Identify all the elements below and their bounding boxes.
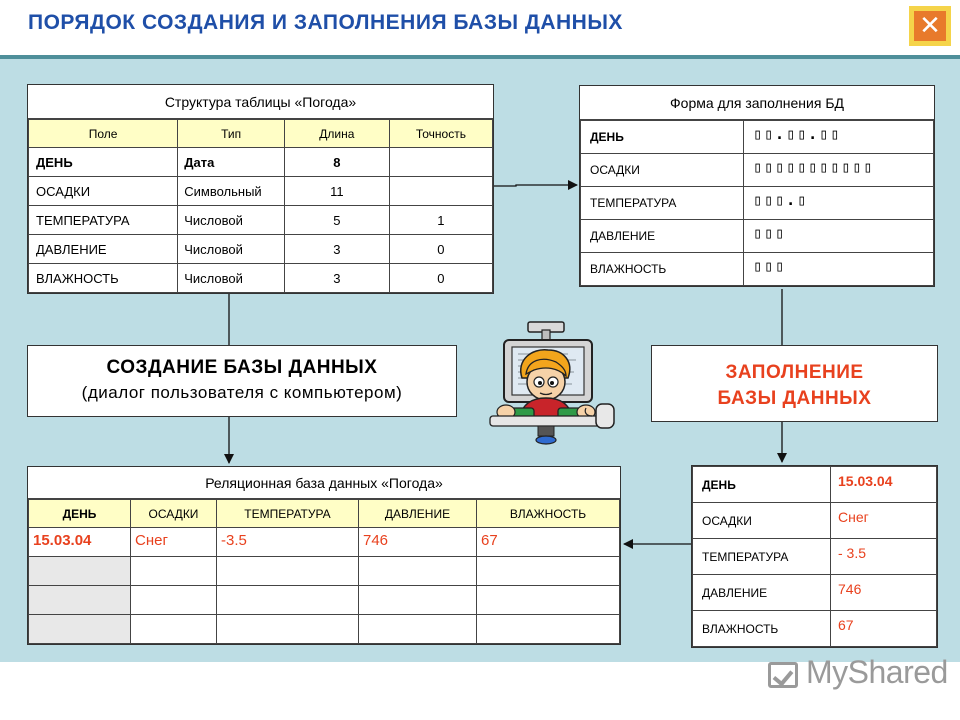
relational-db-table: [28, 499, 620, 644]
table-row: [29, 177, 493, 206]
form-row: [581, 220, 934, 253]
field-name: ОСАДКИ: [29, 177, 178, 206]
record-value: 15.03.04: [831, 467, 937, 503]
record-label: ОСАДКИ: [693, 503, 831, 539]
record-row: [693, 611, 937, 647]
record-row: [693, 503, 937, 539]
form-field-mask: ▯▯.▯▯.▯▯: [744, 121, 934, 154]
structure-table-title: Структура таблицы «Погода»: [28, 85, 493, 119]
column-header: ТЕМПЕРАТУРА: [217, 500, 359, 528]
field-type: Дата: [178, 148, 285, 177]
form-row: [581, 121, 934, 154]
field-length: 8: [284, 148, 389, 177]
table-row: [29, 528, 620, 557]
relational-db-panel: [27, 466, 621, 645]
record-row: [693, 539, 937, 575]
field-length: 3: [284, 235, 389, 264]
field-type: Числовой: [178, 206, 285, 235]
structure-table: [28, 119, 493, 293]
record-label: ДАВЛЕНИЕ: [693, 575, 831, 611]
relational-db-title: Реляционная база данных «Погода»: [28, 467, 620, 499]
fill-database-box: [651, 345, 938, 422]
create-database-subtitle: (диалог пользователя с компьютером): [81, 383, 403, 402]
field-type: Числовой: [178, 235, 285, 264]
empty-table-row: [29, 615, 620, 644]
field-name: ТЕМПЕРАТУРА: [29, 206, 178, 235]
filled-record-table: [692, 466, 937, 647]
create-database-box: [27, 345, 457, 417]
user-at-computer-clipart: [476, 320, 622, 450]
watermark-text: MyShared: [806, 654, 948, 690]
table-cell: Снег: [131, 528, 217, 557]
myshared-logo-icon: [768, 662, 798, 688]
column-header: Поле: [29, 120, 178, 148]
empty-table-row: [29, 557, 620, 586]
entry-form-panel: [579, 85, 935, 287]
empty-table-row: [29, 586, 620, 615]
table-cell: 67: [477, 528, 620, 557]
form-row: [581, 154, 934, 187]
entry-form-table: [580, 120, 934, 286]
field-length: 11: [284, 177, 389, 206]
field-name: ДЕНЬ: [29, 148, 178, 177]
record-row: [693, 467, 937, 503]
column-header: ДАВЛЕНИЕ: [359, 500, 477, 528]
field-precision: [389, 148, 492, 177]
close-icon: ✕: [914, 11, 946, 41]
record-value: Снег: [831, 503, 937, 539]
form-field-mask: ▯▯▯: [744, 253, 934, 286]
form-field-mask: ▯▯▯▯▯▯▯▯▯▯▯: [744, 154, 934, 187]
form-field-label: ВЛАЖНОСТЬ: [581, 253, 744, 286]
fill-database-heading-2: БАЗЫ ДАННЫХ: [717, 388, 872, 409]
field-precision: 0: [389, 264, 492, 293]
field-length: 3: [284, 264, 389, 293]
form-field-label: ДЕНЬ: [581, 121, 744, 154]
record-row: [693, 575, 937, 611]
myshared-watermark: [768, 652, 948, 700]
record-value: 746: [831, 575, 937, 611]
column-header: Тип: [178, 120, 285, 148]
form-field-label: ДАВЛЕНИЕ: [581, 220, 744, 253]
table-row: [29, 148, 493, 177]
field-type: Символьный: [178, 177, 285, 206]
column-header: ОСАДКИ: [131, 500, 217, 528]
record-value: 67: [831, 611, 937, 647]
form-row: [581, 253, 934, 286]
structure-table-panel: [27, 84, 494, 294]
record-value: - 3.5: [831, 539, 937, 575]
field-name: ВЛАЖНОСТЬ: [29, 264, 178, 293]
field-precision: 0: [389, 235, 492, 264]
field-length: 5: [284, 206, 389, 235]
column-header: Длина: [284, 120, 389, 148]
form-field-mask: ▯▯▯.▯: [744, 187, 934, 220]
field-type: Числовой: [178, 264, 285, 293]
table-cell: -3.5: [217, 528, 359, 557]
record-label: ВЛАЖНОСТЬ: [693, 611, 831, 647]
field-precision: [389, 177, 492, 206]
record-label: ТЕМПЕРАТУРА: [693, 539, 831, 575]
create-database-heading: СОЗДАНИЕ БАЗЫ ДАННЫХ: [106, 357, 378, 378]
table-cell: 15.03.04: [29, 528, 131, 557]
entry-form-title: Форма для заполнения БД: [580, 86, 934, 120]
form-field-label: ТЕМПЕРАТУРА: [581, 187, 744, 220]
form-field-mask: ▯▯▯: [744, 220, 934, 253]
field-name: ДАВЛЕНИЕ: [29, 235, 178, 264]
field-precision: 1: [389, 206, 492, 235]
record-label: ДЕНЬ: [693, 467, 831, 503]
table-cell: 746: [359, 528, 477, 557]
table-row: [29, 235, 493, 264]
page-title: ПОРЯДОК СОЗДАНИЯ И ЗАПОЛНЕНИЯ БАЗЫ ДАННЫХ: [28, 11, 623, 34]
filled-record-panel: [691, 465, 938, 648]
column-header: ДЕНЬ: [29, 500, 131, 528]
table-row: [29, 206, 493, 235]
form-field-label: ОСАДКИ: [581, 154, 744, 187]
column-header: Точность: [389, 120, 492, 148]
table-row: [29, 264, 493, 293]
form-row: [581, 187, 934, 220]
fill-database-heading: ЗАПОЛНЕНИЕ: [725, 362, 864, 383]
column-header: ВЛАЖНОСТЬ: [477, 500, 620, 528]
close-button[interactable]: [909, 6, 951, 46]
